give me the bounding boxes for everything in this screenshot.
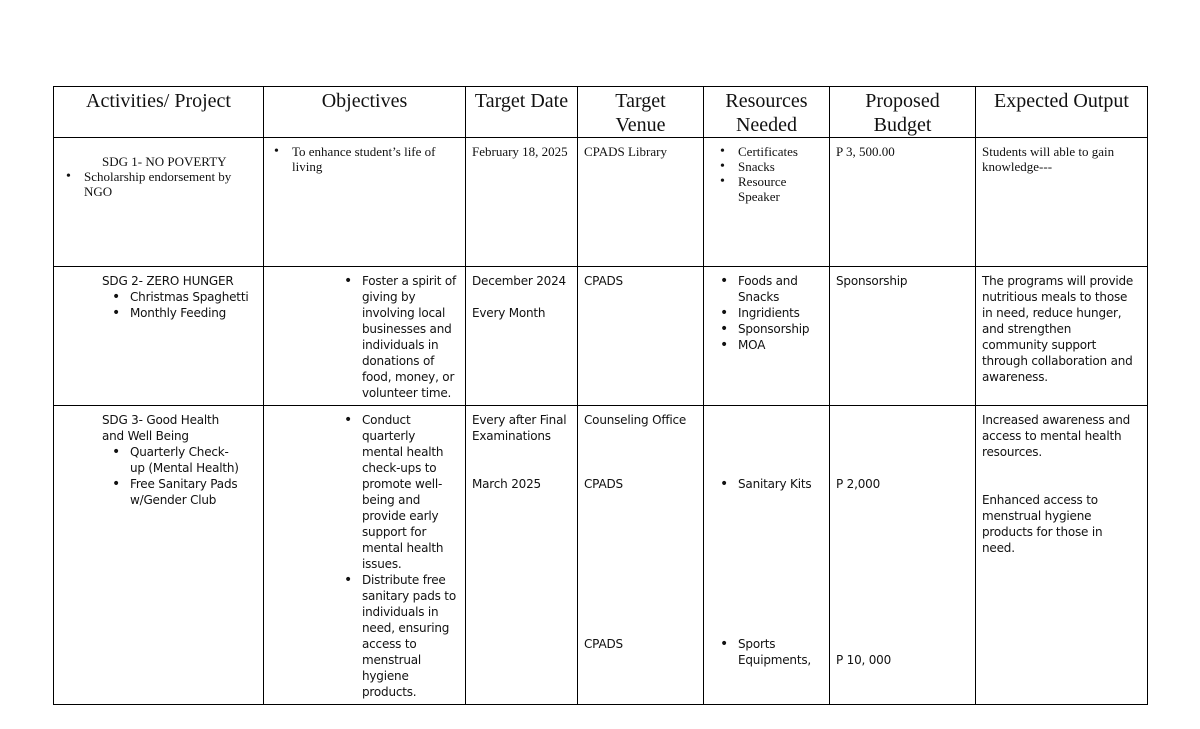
activity-cell	[54, 267, 264, 406]
header-objectives: Objectives	[264, 87, 466, 138]
table-row	[54, 406, 1148, 705]
proposed-budget: P 2,000	[836, 477, 881, 491]
header-activities: Activities/ Project	[54, 87, 264, 138]
sdg-title: SDG 1- NO POVERTY	[102, 154, 227, 169]
target-date: February 18, 2025	[472, 144, 568, 159]
objectives-cell	[264, 267, 466, 406]
header-budget: Proposed Budget	[830, 87, 976, 138]
project-item: • Christmas Spaghetti	[88, 289, 259, 305]
activity-cell	[54, 406, 264, 705]
output-cell	[976, 406, 1148, 705]
activity-plan-table	[53, 86, 1148, 705]
project-item: • Quarterly Check-up (Mental Health)	[88, 444, 239, 476]
target-date: December 2024	[472, 274, 566, 288]
objective-item: • Distribute free sanitary pads to individuals in need, ensuring access to menstrual hygiene products.	[270, 572, 459, 700]
date-cell	[466, 267, 578, 406]
resource-item: • Ingridients	[698, 305, 825, 321]
objective-item: • Foster a spirit of giving by involving local businesses and individuals in donations of food, money, or volunteer time.	[270, 273, 459, 401]
sdg-title: SDG 2- ZERO HUNGER	[102, 274, 234, 288]
target-date: March 2025	[472, 477, 541, 491]
target-venue: CPADS	[584, 477, 623, 491]
output-cell	[976, 138, 1148, 267]
budget-cell	[830, 267, 976, 406]
venue-cell	[578, 267, 704, 406]
resource-item: • Foods and Snacks	[698, 273, 825, 305]
header-row	[54, 87, 1148, 138]
header-resources: Resources Needed	[704, 87, 830, 138]
resource-item: • Sanitary Kits	[698, 476, 825, 492]
objective-item: • Conduct quarterly mental health check-ups to promote well-being and provide early support for mental health issues.	[270, 412, 459, 572]
venue-cell	[578, 138, 704, 267]
resource-item: • MOA	[698, 337, 825, 353]
resource-item: • Sports Equipments,	[698, 636, 825, 668]
resource-item: • Resource Speaker	[698, 174, 825, 204]
activity-cell	[54, 138, 264, 267]
project-item: • Scholarship endorsement by NGO	[42, 169, 259, 199]
objectives-cell	[264, 406, 466, 705]
target-venue: CPADS Library	[584, 144, 667, 159]
objective-item: • To enhance student’s life of living	[252, 144, 461, 174]
table-row	[54, 267, 1148, 406]
project-item: • Monthly Feeding	[88, 305, 259, 321]
resource-item: • Certificates	[698, 144, 825, 159]
sdg-title: SDG 3- Good Health and Well Being	[102, 413, 219, 443]
expected-output: Increased awareness and access to mental health resources.	[982, 413, 1131, 459]
header-output: Expected Output	[976, 87, 1148, 138]
target-date: Every after Final Examinations	[472, 413, 567, 443]
objectives-cell	[264, 138, 466, 267]
proposed-budget: P 3, 500.00	[836, 144, 895, 159]
proposed-budget: Sponsorship	[836, 274, 908, 288]
target-venue: CPADS	[584, 274, 623, 288]
budget-cell	[830, 138, 976, 267]
expected-output: Students will able to gain knowledge---	[982, 144, 1115, 174]
target-venue: Counseling Office	[584, 413, 687, 427]
budget-cell	[830, 406, 976, 705]
table-row	[54, 138, 1148, 267]
expected-output: Enhanced access to menstrual hygiene products for those in need.	[982, 493, 1103, 555]
venue-cell	[578, 406, 704, 705]
proposed-budget: P 10, 000	[836, 653, 892, 667]
target-venue: CPADS	[584, 637, 623, 651]
date-cell	[466, 406, 578, 705]
header-target-date: Target Date	[466, 87, 578, 138]
date-cell	[466, 138, 578, 267]
resources-cell	[704, 406, 830, 705]
target-date: Every Month	[472, 306, 546, 320]
output-cell	[976, 267, 1148, 406]
header-target-venue: Target Venue	[578, 87, 704, 138]
resource-item: • Sponsorship	[698, 321, 825, 337]
resources-cell	[704, 138, 830, 267]
expected-output: The programs will provide nutritious meals to those in need, reduce hunger, and strengthen community support through collaboration and awareness.	[982, 274, 1134, 384]
project-item: • Free Sanitary Pads w/Gender Club	[88, 476, 239, 508]
resource-item: • Snacks	[698, 159, 825, 174]
resources-cell	[704, 267, 830, 406]
